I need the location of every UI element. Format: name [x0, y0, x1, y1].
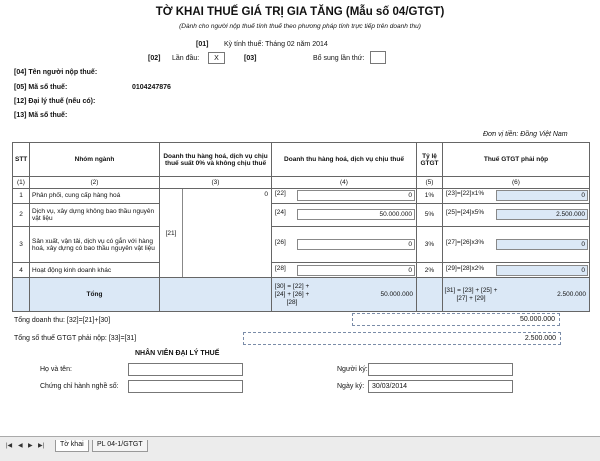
tax-agent-label: [12] Đại lý thuế (nếu có): [14, 98, 96, 105]
taxpayer-name-label: [04] Tên người nộp thuế: [14, 69, 98, 76]
row4-formula: [29]=[28]x2% [446, 264, 485, 272]
header-rate: Tỷ lệ GTGT [417, 143, 443, 177]
row3-formula: [27]=[26]x3% [446, 239, 485, 247]
signer-label: Người ký: [337, 366, 368, 373]
tax-code-label: [05] Mã số thuế: [14, 84, 68, 91]
row1-stt: 1 [13, 189, 30, 204]
table-row [13, 203, 590, 226]
field-01-code: [01] [196, 41, 209, 48]
row2-stt: 2 [13, 203, 30, 226]
field-21-value[interactable]: 0 [182, 189, 271, 277]
tab-pl-04-1[interactable]: PL 04-1/GTGT [92, 440, 148, 452]
total-tax: 2.500.000 [557, 291, 586, 298]
next-sheet-icon[interactable]: ▶ [28, 443, 33, 449]
agent-tax-code-label: [13] Mã số thuế: [14, 112, 68, 119]
col-num-1: (1) [13, 177, 30, 189]
col-num-2: (2) [30, 177, 160, 189]
prev-sheet-icon[interactable]: ◀ [18, 443, 23, 449]
col-num-6: (6) [443, 177, 590, 189]
form-subtitle: (Dành cho người nộp thuế tính thuế theo phương pháp tính trực tiếp trên doanh thu) [179, 23, 421, 30]
row2-tax: 2.500.000 [496, 209, 588, 220]
total-tax-label: Tổng số thuế GTGT phải nộp: [33]=[31] [14, 335, 137, 342]
supplement-label: Bổ sung lần thứ: [313, 55, 365, 62]
total-formula: [30] = [22] + [24] + [26] + [28] [274, 282, 310, 306]
tab-to-khai[interactable]: Tờ khai [55, 440, 89, 452]
row3-rate: 3% [417, 227, 443, 263]
table-row [13, 227, 590, 263]
field-03-code: [03] [244, 55, 257, 62]
row3-code: [26] [275, 239, 286, 247]
header-group: Nhóm ngành [30, 143, 160, 177]
sheet-tab-bar [0, 436, 600, 461]
total-revenue-value: 50.000.000 [352, 313, 560, 326]
row2-rate: 5% [417, 203, 443, 226]
row4-revenue[interactable]: 0 [297, 265, 415, 276]
total-tax-value: 2.500.000 [243, 332, 561, 345]
first-time-checkbox[interactable]: X [208, 52, 225, 64]
first-sheet-icon[interactable]: |◀ [6, 443, 13, 449]
row2-name: Dịch vụ, xây dựng không bao thầu nguyên vật liệu [30, 203, 160, 226]
header-tax: Thuế GTGT phải nộp [443, 143, 590, 177]
row3-name: Sản xuất, vận tải, dịch vụ có gắn với hàng hoá, xây dựng có bao thầu nguyên vật liệu [30, 227, 160, 263]
currency-unit: Đơn vị tiền: Đồng Việt Nam [483, 131, 568, 138]
total-label: Tổng [30, 278, 160, 312]
row1-tax: 0 [496, 190, 588, 201]
table-row [13, 263, 590, 278]
total-tax-formula: [31] = [23] + [25] + [27] + [29] [444, 286, 498, 302]
row4-stt: 4 [13, 263, 30, 278]
row4-tax: 0 [496, 265, 588, 276]
signer-input[interactable] [368, 363, 513, 376]
row4-code: [28] [275, 264, 286, 272]
first-time-label: Lần đầu: [172, 55, 200, 62]
total-revenue: 50.000.000 [380, 291, 413, 298]
col-num-3: (3) [160, 177, 272, 189]
row4-rate: 2% [417, 263, 443, 278]
header-revenue: Doanh thu hàng hoá, dịch vụ chịu thuế [272, 143, 417, 177]
row1-formula: [23]=[22]x1% [446, 190, 485, 198]
field-02-code: [02] [148, 55, 161, 62]
agent-name-label: Họ và tên: [40, 366, 72, 373]
last-sheet-icon[interactable]: ▶| [38, 443, 45, 449]
row1-code: [22] [275, 190, 286, 198]
row1-rate: 1% [417, 189, 443, 204]
row2-code: [24] [275, 209, 286, 217]
table-row [13, 189, 590, 204]
row2-formula: [25]=[24]x5% [446, 209, 485, 217]
row2-revenue[interactable]: 50.000.000 [297, 209, 415, 220]
tax-code-value: 0104247876 [132, 84, 171, 91]
row3-tax: 0 [496, 239, 588, 250]
supplement-input[interactable] [370, 51, 386, 64]
header-stt: STT [13, 143, 30, 177]
col-num-4: (4) [272, 177, 417, 189]
row3-stt: 3 [13, 227, 30, 263]
field-21-code: [21] [165, 229, 177, 237]
sign-date-label: Ngày ký: [337, 383, 365, 390]
agent-name-input[interactable] [128, 363, 243, 376]
total-revenue-label: Tổng doanh thu: [32]=[21]+[30] [14, 317, 111, 324]
total-row [13, 278, 590, 312]
tax-table [12, 142, 590, 312]
row4-name: Hoạt động kinh doanh khác [30, 263, 160, 278]
agent-cert-label: Chứng chỉ hành nghề số: [40, 383, 119, 390]
form-title: TỜ KHAI THUẾ GIÁ TRỊ GIA TĂNG (Mẫu số 04/GTGT) [155, 6, 445, 18]
row3-revenue[interactable]: 0 [297, 239, 415, 250]
row1-name: Phân phối, cung cấp hàng hoá [30, 189, 160, 204]
agent-cert-input[interactable] [128, 380, 243, 393]
tax-period-label: Kỳ tính thuế: Tháng 02 năm 2014 [224, 41, 328, 48]
sign-date-input[interactable]: 30/03/2014 [368, 380, 513, 393]
agent-heading: NHÂN VIÊN ĐẠI LÝ THUẾ [135, 350, 220, 357]
header-revenue-0: Doanh thu hàng hoá, dịch vụ chịu thuế suất 0% và không chịu thuế [160, 143, 272, 177]
col-num-5: (5) [417, 177, 443, 189]
row1-revenue[interactable]: 0 [297, 190, 415, 201]
